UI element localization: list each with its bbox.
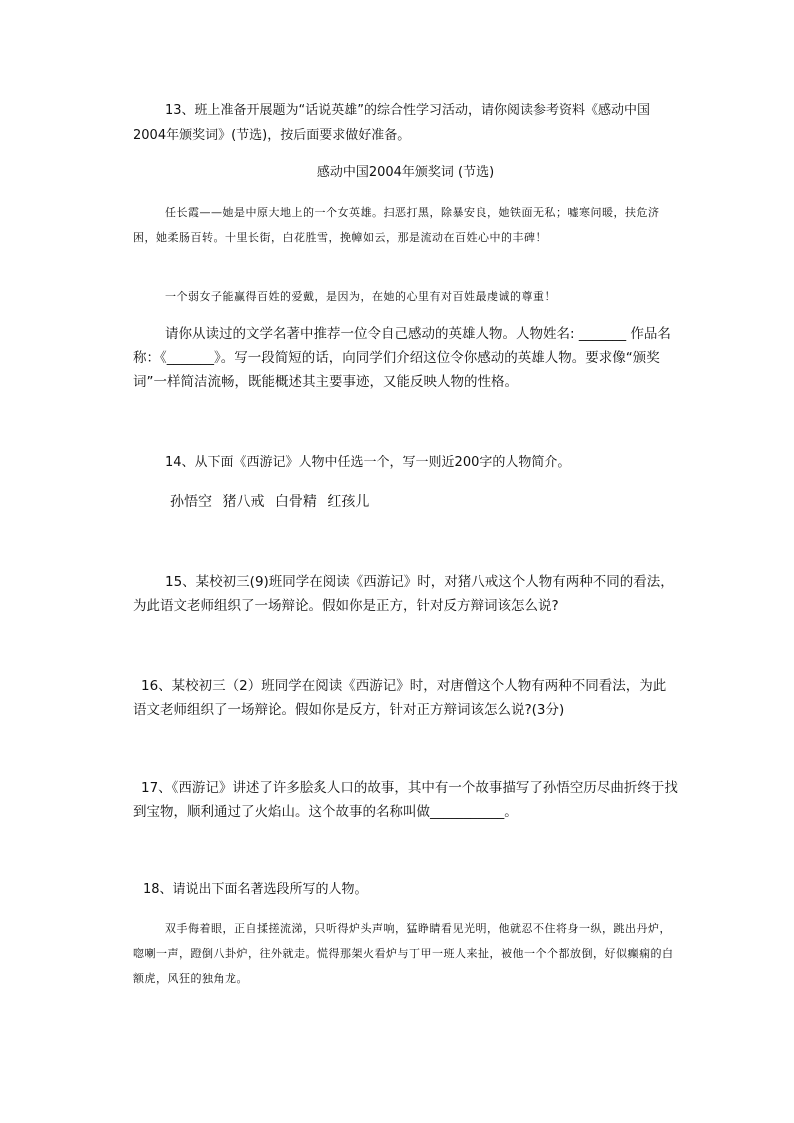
award-title: 感动中国2004年颁奖词 (节选) [316, 165, 495, 180]
question-13-task: 请你从读过的文学名著中推荐一位令自己感动的英雄人物。人物姓名: _______ 作品名称：《_______》。写一段简短的话，向同学们介绍这位令你感动的英雄人物。要求像“颁奖词”一样简洁流畅，既能概述其主要事迹，又能反映人物的性格。 [133, 326, 671, 390]
character-name: 红孩儿 [327, 494, 370, 510]
award-quote-2: 一个弱女子能赢得百姓的爱戴，是因为，在她的心里有对百姓最虔诚的尊重！ [165, 290, 556, 303]
question-13 [133, 98, 678, 148]
award-quote-1: 任长霞——她是中原大地上的一个女英雄。扫恶打黑，除暴安良，她铁面无私；嘘寒问暖，扶危济困，她柔肠百转。十里长街，白花胜雪，挽幛如云，那是流动在百姓心中的丰碑！ [133, 206, 660, 244]
question-15-text: 15、某校初三(9)班同学在阅读《西游记》时，对猪八戒这个人物有两种不同的看法，为此语文老师组织了一场辩论。假如你是正方，针对反方辩词该怎么说? [133, 574, 674, 614]
character-name: 猪八戒 [222, 494, 265, 510]
character-name: 白骨精 [274, 494, 317, 510]
character-name: 孙悟空 [170, 494, 212, 510]
question-17-text: 17、《西游记》讲述了许多脍炙人口的故事，其中有一个故事描写了孙悟空历尽曲折终于找到宝物，顺利通过了火焰山。这个故事的名称叫做___________。 [133, 780, 678, 820]
character-list [170, 490, 570, 515]
question-18-text: 18、请说出下面名著选段所写的人物。 [143, 882, 368, 897]
question-16-text: 16、某校初三（2）班同学在阅读《西游记》时，对唐僧这个人物有两种不同看法，为此语文老师组织了一场辩论。假如你是反方，针对正方辩词该怎么说?(3分) [133, 678, 667, 718]
question-13-text: 13、班上准备开展题为“话说英雄”的综合性学习活动，请你阅读参考资料《感动中国2004年颁奖词》(节选)，按后面要求做好准备。 [133, 103, 651, 143]
novel-passage: 双手侮着眼，正自揉搓流涕，只听得炉头声响，猛睁睛看见光明，他就忍不住将身一纵，跳出丹炉，唿喇一声，蹬倒八卦炉，往外就走。慌得那架火看炉与丁甲一班人来扯，被他一个个都放倒，好似癫痫的白额虎，风狂的独角龙。 [133, 922, 674, 985]
question-14-text: 14、从下面《西游记》人物中任选一个，写一则近200字的人物简介。 [165, 455, 571, 470]
